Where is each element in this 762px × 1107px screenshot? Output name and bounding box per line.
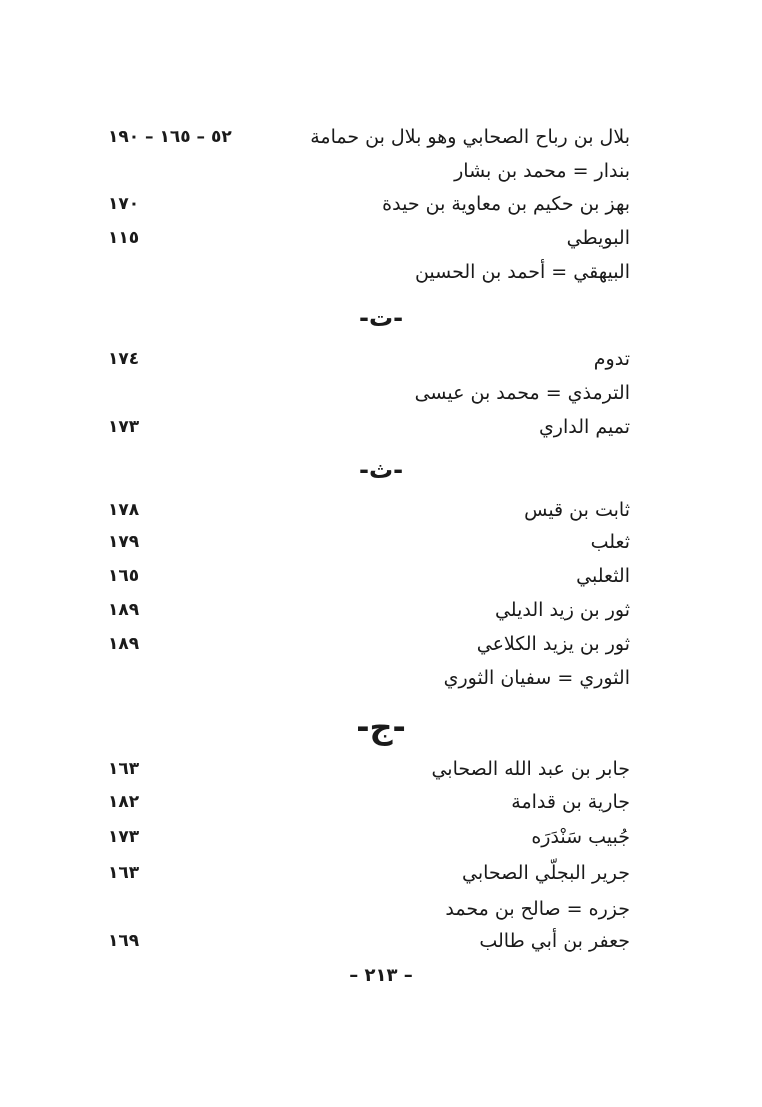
entry-name: بندار = محمد بن بشار — [454, 160, 630, 182]
entry-pages: ١٦٣ — [108, 759, 140, 779]
section-letter: ج — [369, 708, 393, 746]
entry-pages: ١٧٣ — [108, 417, 140, 437]
entry-pages: ١٧٨ — [108, 500, 140, 520]
entry-pages: ١٨٢ — [108, 792, 140, 812]
entry-name: تميم الداري — [538, 416, 630, 438]
index-entry — [100, 787, 630, 821]
index-entry — [100, 257, 630, 291]
index-entry — [100, 189, 630, 223]
entry-pages: ١٨٩ — [108, 600, 140, 620]
index-entry — [100, 344, 630, 378]
entry-pages: ١٧٤ — [108, 349, 140, 369]
entry-name: الثعلبي — [576, 565, 630, 587]
entry-name: ثابت بن قيس — [524, 499, 630, 521]
section-heading-ta: -ت- — [358, 304, 404, 332]
index-entry — [100, 595, 630, 629]
entry-name: جُبيب سَنْدَرَه — [531, 826, 630, 848]
entry-pages: ١٦٩ — [108, 931, 140, 951]
section-heading-jim: -ج- — [356, 708, 406, 746]
index-entry — [100, 378, 630, 412]
index-entry — [100, 663, 630, 697]
index-entry — [100, 894, 630, 928]
index-entry — [100, 412, 630, 446]
entry-pages: ١١٥ — [108, 228, 140, 248]
entry-pages: ١٧٣ — [108, 827, 140, 847]
entry-name: البيهقي = أحمد بن الحسين — [414, 261, 630, 283]
index-entry — [100, 561, 630, 595]
index-entry — [100, 822, 630, 856]
entry-name: جابر بن عبد الله الصحابي — [431, 758, 630, 780]
entry-pages: ٥٢ – ١٦٥ – ١٩٠ — [108, 127, 232, 147]
entry-name: البويطي — [566, 227, 630, 249]
index-entry — [100, 858, 630, 892]
entry-name: بلال بن رباح الصحابي وهو بلال بن حمامة — [310, 126, 630, 148]
entry-name: تدوم — [593, 348, 630, 370]
entry-pages: ١٦٥ — [108, 566, 140, 586]
entry-name: جعفر بن أبي طالب — [479, 930, 630, 952]
entry-name: جارية بن قدامة — [511, 791, 630, 813]
index-entry — [100, 527, 630, 561]
entry-name: ثور بن زيد الديلي — [494, 599, 630, 621]
index-entry — [100, 754, 630, 788]
entry-pages: ١٧٠ — [108, 194, 140, 214]
page-number: – ٢١٣ – — [349, 965, 413, 986]
section-heading-tha: -ث- — [358, 456, 404, 484]
index-entry — [100, 629, 630, 663]
section-letter: ت — [368, 304, 394, 332]
entry-pages: ١٦٣ — [108, 863, 140, 883]
entry-name: الثوري = سفيان الثوري — [443, 667, 630, 689]
entry-name: بهز بن حكيم بن معاوية بن حيدة — [382, 193, 630, 215]
entry-name: جزره = صالح بن محمد — [445, 898, 630, 920]
index-entry — [100, 156, 630, 190]
entry-name: جرير البجلّي الصحابي — [462, 862, 630, 884]
index-entry — [100, 926, 630, 960]
section-letter: ث — [368, 456, 394, 484]
entry-name: ثور بن يزيد الكلاعي — [476, 633, 630, 655]
index-entry — [100, 122, 630, 156]
index-entry — [100, 495, 630, 529]
entry-name: ثعلب — [590, 531, 630, 553]
entry-pages: ١٨٩ — [108, 634, 140, 654]
entry-name: الترمذي = محمد بن عيسى — [414, 382, 630, 404]
entry-pages: ١٧٩ — [108, 532, 140, 552]
index-entry — [100, 223, 630, 257]
